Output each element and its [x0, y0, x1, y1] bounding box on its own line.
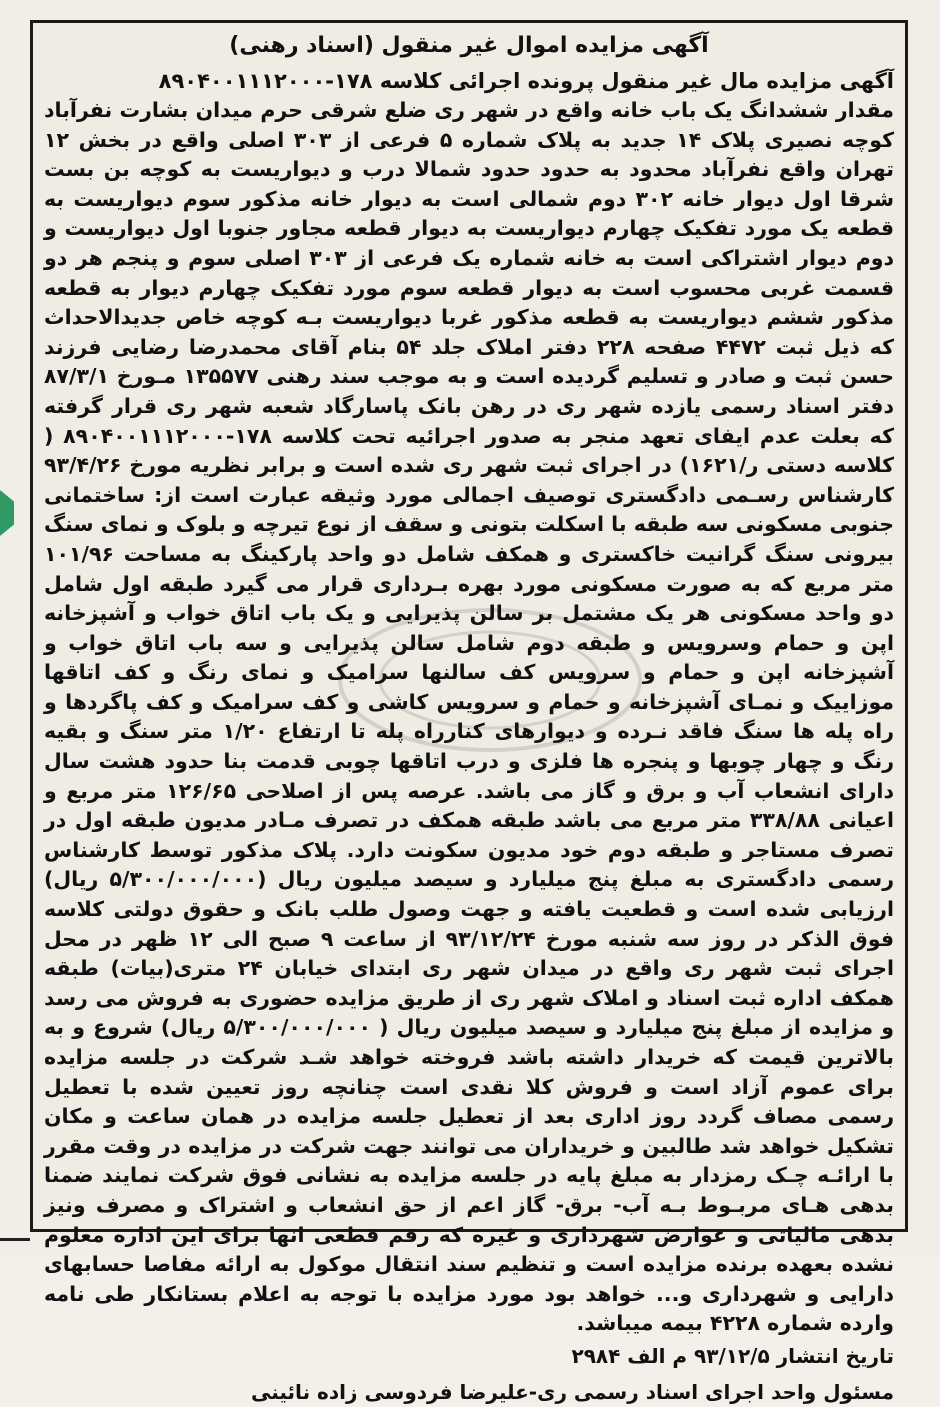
- publish-date-line: تاریخ انتشار ۹۳/۱۲/۵ م الف ۲۹۸۴: [571, 1343, 894, 1368]
- notice-content: [44, 30, 894, 1407]
- signature-line: مسئول واحد اجرای اسناد رسمی ری-علیرضا فردوسی زاده نائینی: [250, 1379, 894, 1404]
- notice-title: آگهی مزایده اموال غیر منقول (اسناد رهنی): [229, 33, 709, 58]
- bottom-rule: [0, 1238, 30, 1241]
- notice-subtitle: آگهی مزایده مال غیر منقول پرونده اجرائی کلاسه ۱۷۸-۸۹۰۴۰۰۱۱۱۲۰۰۰: [158, 69, 894, 93]
- margin-marker-shape: [0, 490, 14, 536]
- notice-body: مقدار ششدانگ یک باب خانه واقع در شهر ری ضلع شرقی حرم میدان بشارت نفرآباد کوچه نصیری پلاک ۱۴ جدید به پلاک شماره ۵ فرعی از ۳۰۳ اصلی واقع در بخش ۱۲ تهران واقع نفرآباد محدود به حدود حدود شمالا درب و دیواریست به کوچه بن بست شرقا اول دیوار خانه ۳۰۲ دوم شمالی است به دیوار خانه مذکور سوم دیواریست به قطعه یک مورد تفکیک چهارم دیواریست به دیوار قطعه مجاور جنوبا اول دیواریست و دوم دیوار اشتراکی است به خانه شماره یک فرعی از ۳۰۳ اصلی سوم و پنجم هر دو قسمت غربی محسوب است به دیوار قطعه سوم مورد تفکیک چهارم دیوار به قطعه مذکور ششم دیواریست به قطعه مذکور غربا دیواریست بـه کوچه خاص جدیدالاحداث که ذیل ثبت ۴۴۷۲ صفحه ۲۲۸ دفتر املاک جلد ۵۴ بنام آقای محمدرضا رضایی فرزند حسن ثبت و صادر و تسلیم گردیده است و به موجب سند رهنی ۱۳۵۵۷۷ مـورخ ۸۷/۳/۱ دفتر اسناد رسمی یازده شهر ری در رهن بانک پاسارگاد شعبه شهر ری قرار گرفته که بعلت عدم ایفای تعهد منجر به صدور اجرائیه تحت کلاسه ۱۷۸-۸۹۰۴۰۰۱۱۱۲۰۰۰ ( کلاسه دستی ر/۱۶۲۱) در اجرای ثبت شهر ری شده است و برابر نظریه مورخ ۹۳/۴/۲۶ کارشناس رسـمی دادگستری توصیف اجمالی مورد وثیقه عبارت است از: ساختمانی جنوبی مسکونی سه طبقه با اسکلت بتونی و سقف از نوع تیرچه و بلوک و نمای سنگ بیرونی سنگ گرانیت خاکستری و همکف شامل دو واحد پارکینگ به مساحت ۱۰۱/۹۶ متر مربع که به صورت مسکونی مورد بهره بـرداری قرار می گیرد طبقه اول شامل دو واحد مسکونی هر یک مشتمل بر سالن پذیرایی و یک باب اتاق خواب و آشپزخانه اپن و حمام وسرویس و طبقه دوم شامل سالن پذیرایی و سه باب اتاق خواب و آشپزخانه اپن و حمام و سرویس کف سالنها سرامیک و نمای رنگ و کف اتاقها موزاییک و نمـای آشپزخانه و حمام و سرویس کاشی و کف سرامیک و کف پاگردها و راه پله ها سنگ فاقد نـرده و دیوارهای کنارراه پله تا ارتفاع ۱/۲۰ متر سنگ و بقیه رنگ و چهار چوبها و پنجره ها فلزی و درب اتاقها چوبی قدمت بنا حدود هشت سال دارای انشعاب آب و برق و گاز می باشد. عرصه پس از اصلاحی ۱۲۶/۶۵ متر مربع و اعیانی ۳۳۸/۸۸ متر مربع می باشد طبقه همکف در تصرف مـادر مدیون طبقه اول در تصرف مستاجر و طبقه دوم خود مدیون سکونت دارد. پلاک مذکور توسط کارشناس رسمی دادگستری به مبلغ پنج میلیارد و سیصد میلیون ریال (۵/۳۰۰/۰۰۰/۰۰۰ ریال) ارزیابی شده است و قطعیت یافته و جهت وصول طلب بانک و حقوق دولتی کلاسه فوق الذکر در روز سه شنبه مورخ ۹۳/۱۲/۲۴ از ساعت ۹ صبح الی ۱۲ ظهر در محل اجرای ثبت شهر ری واقع در میدان شهر ری ابتدای خیابان ۲۴ متری(بیات) طبقه همکف اداره ثبت اسناد و املاک شهر ری از طریق مزایده حضوری به فروش می رسد و مزایده از مبلغ پنج میلیارد و سیصد میلیون ریال ( ۵/۳۰۰/۰۰۰/۰۰۰ ریال) شروع و به بالاترین قیمت که خریدار داشته باشد فروخته خواهد شـد شرکت در جلسه مزایده برای عموم آزاد است و فروش کلا نقدی است چنانچه روز تعیین شده با تعطیل رسمی مصاف گردد روز اداری بعد از تعطیل جلسه مزایده در همان ساعت و مکان تشکیل خواهد شد طالبین و خریداران می توانند جهت شرکت در مزایده در وقت مقرر با ارائـه چـک رمزدار به مبلغ پایه در جلسه مزایده به نشانی فوق شرکت نمایند ضمنا بدهی هـای مربـوط بـه آب- برق- گاز اعم از حق انشعاب و اشتراک و مصرف ونیز بدهی مالیاتی و عوارض شهرداری و غیره که رقم قطعی انها برای این اداره معلوم نشده بعهده برنده مزایده است و تنظیم سند انتقال موکول به ارائه مفاصا حسابهای دارایی و شهرداری و... خواهد بود مورد مزایده با توجه به اعلام بستانکار طی نامه وارده شماره ۴۲۲۸ بیمه میباشد.: [44, 98, 895, 1336]
